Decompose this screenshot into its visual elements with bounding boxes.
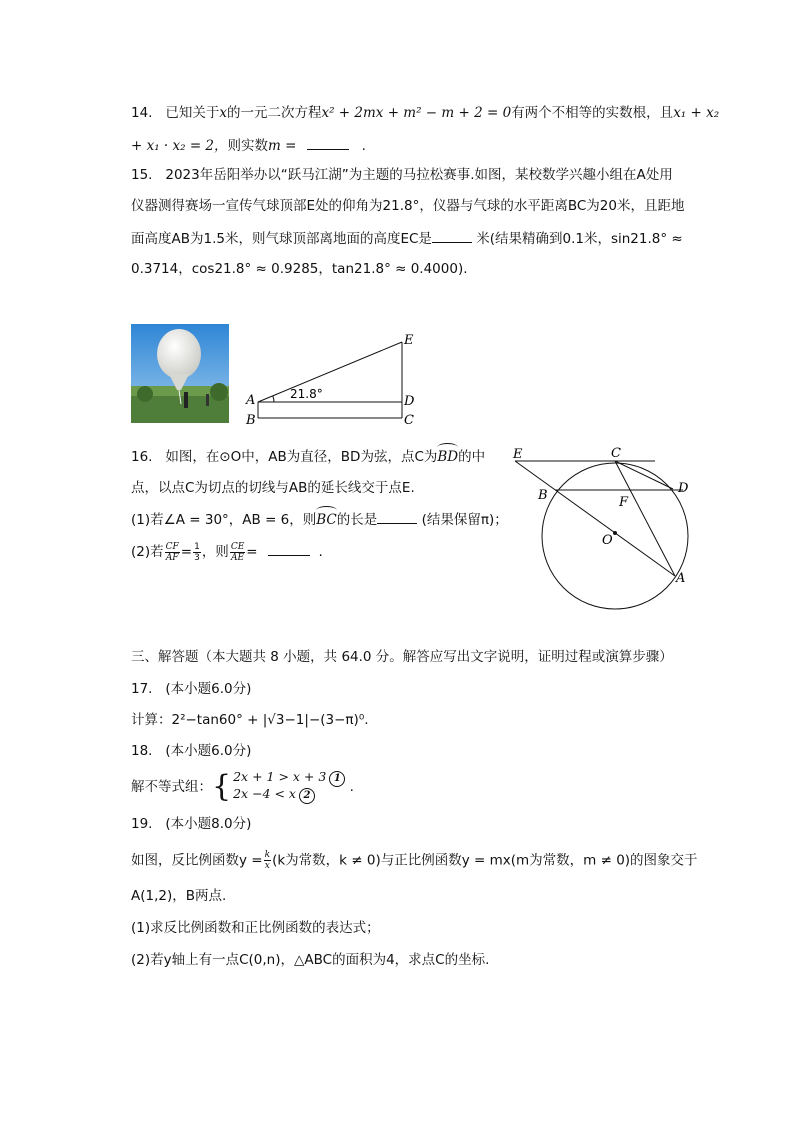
q16-line1: 16. 如图，在⊙O中，AB为直径，BD为弦，点C为BD的中 xyxy=(131,449,486,465)
label-F: F xyxy=(619,495,629,510)
label-C: C xyxy=(404,413,414,428)
q15-answer-blank[interactable] xyxy=(432,228,472,243)
q14-number: 14. xyxy=(131,105,153,121)
line-AE xyxy=(258,342,402,402)
center-point-O xyxy=(613,531,617,535)
q14-equation: x² + 2mx + m² − m + 2 = 0 xyxy=(321,105,512,121)
arc-bd: BD xyxy=(437,449,459,465)
label-B: B xyxy=(246,413,256,428)
section3-heading: 三、解答题（本大题共 8 小题，共 64.0 分。解答应写出文字说明，证明过程或演算步骤） xyxy=(131,649,673,665)
label-B: B xyxy=(538,488,548,503)
fraction-one-third: $\frac{1}{3}$ xyxy=(194,541,200,563)
q18-number: 18. xyxy=(131,743,153,759)
q15-number: 15. xyxy=(131,167,153,183)
q16-figure xyxy=(505,440,705,615)
q16-line2: 点，以点C为切点的切线与AB的延长线交于点E. xyxy=(131,480,415,496)
q14-answer-blank[interactable] xyxy=(307,135,349,150)
fraction-k-over-x: $\frac{k}{x}$ xyxy=(264,850,271,871)
q15-line2: 仪器测得赛场一宣传气球顶部E处的仰角为21.8°，仪器与气球的水平距离BC为20米，且距地 xyxy=(131,198,685,214)
circled-number-1: 1 xyxy=(329,771,345,787)
q18-system: 解不等式组： { 2x + 1 > x + 3 1 2x −4 < x 2 . xyxy=(131,769,354,804)
label-A: A xyxy=(676,571,686,586)
balloon-photo-drawing xyxy=(131,324,229,423)
q16-part1-blank[interactable] xyxy=(377,509,417,524)
q19-header: 19. (本小题8.0分) xyxy=(131,816,252,832)
line-CA xyxy=(615,461,675,576)
q16-part2: (2)若 $\frac{CF}{AF}$ = $\frac{1}{3}$ ，则 $\frac{CE}{AE}$ = . xyxy=(131,541,323,563)
line-CD xyxy=(615,461,673,489)
q19-part2: (2)若y轴上有一点C(0,n)，△ABC的面积为4，求点C的坐标. xyxy=(131,952,490,968)
q19-line2: A(1,2)，B两点. xyxy=(131,888,227,904)
balloon-photo xyxy=(131,324,229,423)
arc-bc: BC xyxy=(316,512,337,528)
fraction-cf-af: $\frac{CF}{AF}$ xyxy=(165,541,179,563)
q17-number: 17. xyxy=(131,681,153,697)
angle-arc xyxy=(273,396,274,402)
label-A: A xyxy=(246,393,256,408)
label-E: E xyxy=(513,447,523,462)
q15-figure xyxy=(240,328,430,428)
fraction-ce-ae: $\frac{CE}{AE}$ xyxy=(230,541,245,563)
inequality-system: { 2x + 1 > x + 3 1 2x −4 < x 2 xyxy=(212,770,345,804)
circled-number-2: 2 xyxy=(299,788,315,804)
label-D: D xyxy=(404,394,415,409)
q17-header: 17. (本小题6.0分) xyxy=(131,681,252,697)
q19-line1: 如图，反比例函数y = $\frac{k}{x}$ (k为常数，k ≠ 0)与正比例函数y = mx(m为常数，m ≠ 0)的图象交于 xyxy=(131,850,698,871)
q16-number: 16. xyxy=(131,449,153,465)
q15-line1: 15. 2023年岳阳举办以“跃马江湖”为主题的马拉松赛事.如图，某校数学兴趣小组在A处用 xyxy=(131,167,673,183)
label-C: C xyxy=(611,446,621,461)
q18-header: 18. (本小题6.0分) xyxy=(131,743,252,759)
label-E: E xyxy=(404,333,414,348)
label-O: O xyxy=(602,533,613,548)
label-D: D xyxy=(678,481,689,496)
angle-label: 21.8° xyxy=(290,387,323,401)
q14-line1: 14. 已知关于x的一元二次方程x² + 2mx + m² − m + 2 = 0有两个不相等的实数根，且x₁ + x₂ xyxy=(131,105,720,121)
q19-part1: (1)求反比例函数和正比例函数的表达式； xyxy=(131,920,380,936)
q15-line4: 0.3714，cos21.8° ≈ 0.9285，tan21.8° ≈ 0.4000). xyxy=(131,261,468,277)
q17-text: 计算：2²−tan60° + |√3−1|−(3−π)⁰. xyxy=(131,712,369,728)
q15-line3: 面高度AB为1.5米，则气球顶部离地面的高度EC是 米(结果精确到0.1米，sin21.8° ≈ xyxy=(131,228,683,249)
q16-part1: (1)若∠A = 30°，AB = 6，则BC的长是 (结果保留π)； xyxy=(131,509,508,530)
q16-part2-blank[interactable] xyxy=(268,541,310,556)
q14-line2: + x₁ · x₂ = 2，则实数m = . xyxy=(131,135,366,156)
circle-O xyxy=(542,463,688,609)
q19-number: 19. xyxy=(131,816,153,832)
